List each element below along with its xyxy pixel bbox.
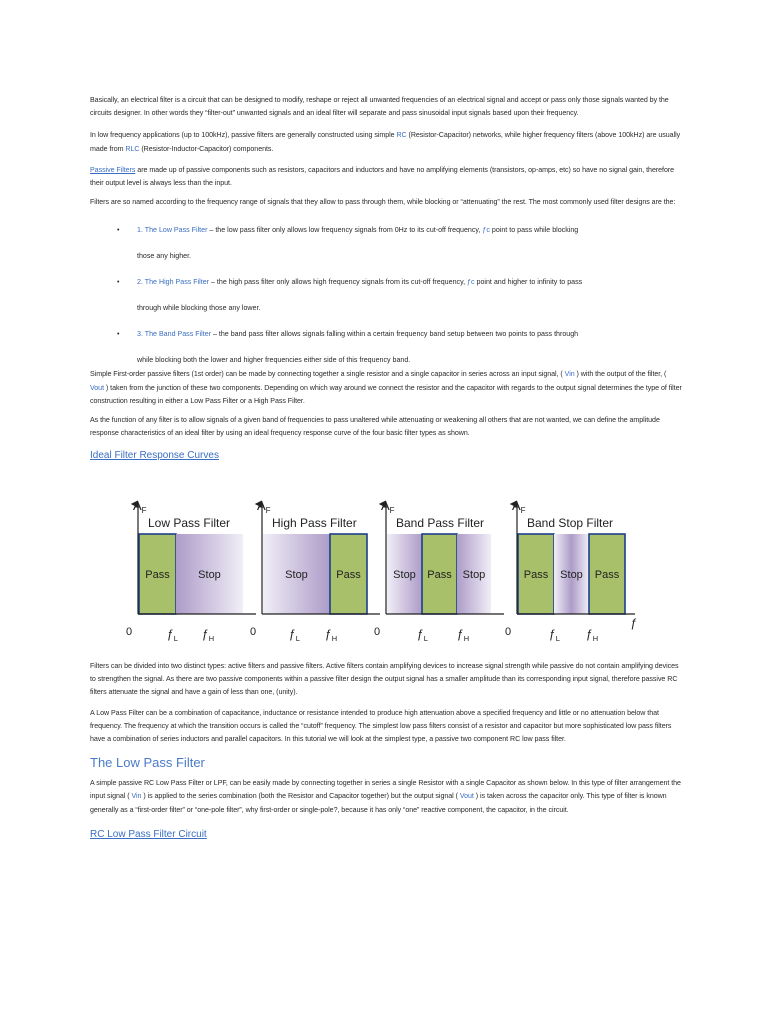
af-axis-label: $A_F$: [381, 498, 395, 515]
vin-symbol: Vin: [564, 370, 575, 379]
low-pass-filter-link[interactable]: 1. The Low Pass Filter: [137, 226, 208, 235]
stop-label: Stop: [285, 569, 308, 581]
list-item-continuation: those any higher.: [137, 252, 192, 261]
text-segment: (Resistor-Inductor-Capacitor) components.: [139, 144, 274, 153]
list-item-text: point and higher to infinity to pass: [474, 278, 583, 287]
zero-label: 0: [374, 626, 381, 638]
bullet-icon: •: [117, 226, 120, 235]
rc-low-pass-paragraph: [90, 777, 682, 817]
stop-label: Stop: [462, 569, 486, 581]
band-pass-filter-link[interactable]: 3. The Band Pass Filter: [137, 330, 211, 339]
low-pass-description-paragraph: A Low Pass Filter can be a combination of capacitance, inductance or resistance intended to produce high attenuation above a specified frequency and little or no attenuation below that frequency. The frequency at which the transition occurs is called the “cutoff” frequency. The simplest low pass filters consist of a resistor and capacitor but more sophisticated low pass filters have a combination of series inductors and parallel capacitors. In this tutorial we will look at the simplest type, a passive two component RC low pass filter.: [90, 708, 672, 744]
panel-title: Band Pass Filter: [396, 516, 485, 530]
text-segment: A simple passive RC Low Pass Filter or LPF, can be easily made by connecting together in series a single Resistor with a single Capacitor as shown below. In this type of filter arrangement the input signal (: [90, 779, 681, 801]
low-pass-filter-heading: The Low Pass Filter: [90, 755, 205, 771]
rc-link[interactable]: RC: [396, 131, 407, 140]
fh-label: $ƒ_H$: [457, 627, 470, 643]
bullet-icon: •: [117, 330, 120, 339]
list-item: [90, 217, 682, 269]
fh-label: $ƒ_H$: [586, 627, 599, 643]
fl-label: $ƒ_L$: [417, 627, 428, 643]
vin-symbol: Vin: [131, 792, 142, 801]
f-axis-label: ƒ: [630, 616, 637, 630]
panel-title: Low Pass Filter: [148, 516, 231, 530]
af-axis-label: $A_F$: [512, 498, 526, 515]
text-segment: Simple First-order passive filters (1st order) can be made by connecting together a single resistor and a single capacitor in series across an input signal, (: [90, 370, 565, 379]
list-item-continuation: through while blocking those any lower.: [137, 304, 261, 313]
text-segment: ) is taken across the capacitor only. This type of filter is known generally as a “first-order filter” or “one-pole filter”, why first-order or single-pole?, because it has only “one” reactive component, the capacitor, in the circuit.: [90, 792, 667, 814]
intro-paragraph: Basically, an electrical filter is a circuit that can be designed to modify, reshape or reject all unwanted frequencies of an electrical signal and accept or pass only those signals wanted by the circuits designer. In other words they “filter-out” unwanted signals and an ideal filter will separate and pass sinusoidal input signals based upon their frequency.: [90, 96, 669, 118]
vout-symbol: Vout: [459, 792, 474, 801]
filter-function-paragraph: As the function of any filter is to allow signals of a given band of frequencies to pass unaltered while attenuating or weakening all others that are not wanted, we can define the amplitude response characteristics of an ideal filter by using an ideal frequency response curve of the four basic filter types as shown.: [90, 416, 660, 438]
fh-label: $ƒ_H$: [202, 627, 215, 643]
document-body: [90, 94, 682, 467]
filter-type-list: [90, 217, 682, 373]
af-axis-label: $A_F$: [133, 498, 147, 515]
panel-title: Band Stop Filter: [527, 516, 614, 530]
list-item-text: – the high pass filter only allows high frequency signals from its cut-off frequency,: [209, 278, 468, 287]
list-item: [90, 321, 682, 373]
zero-label: 0: [250, 626, 257, 638]
af-axis-label: $A_F$: [257, 498, 271, 515]
fl-label: $ƒ_L$: [167, 627, 178, 643]
text-segment: ) taken from the junction of these two components. Depending on which way around we connect the resistor and the capacitor with regards to the output signal determines the type of filter construction resulting in either a Low Pass Filter or a High Pass Filter.: [90, 383, 682, 405]
pass-label: Pass: [145, 569, 170, 581]
pass-label: Pass: [523, 569, 549, 581]
ideal-filter-response-diagram: [112, 492, 652, 652]
fl-label: $ƒ_L$: [289, 627, 300, 643]
stop-label: Stop: [198, 569, 221, 581]
list-item-continuation: while blocking both the lower and higher frequencies either side of this frequency band.: [137, 356, 411, 365]
pass-label: Pass: [594, 569, 620, 581]
list-item-text: – the low pass filter only allows low frequency signals from 0Hz to its cut-off frequency,: [207, 226, 483, 235]
panel-title: High Pass Filter: [272, 516, 357, 530]
list-item: [90, 269, 682, 321]
rlc-link[interactable]: RLC: [125, 144, 140, 153]
fl-label: $ƒ_L$: [549, 627, 560, 643]
bullet-icon: •: [117, 278, 120, 287]
document-body-lower: [90, 660, 682, 840]
zero-label: 0: [126, 626, 133, 638]
fc-symbol: ƒc: [467, 278, 475, 287]
text-segment: (Resistor-Capacitor) networks, while higher frequency filters (above 100kHz) are usually made from: [90, 131, 681, 153]
stop-label: Stop: [393, 569, 416, 581]
text-segment: are made up of passive components such as resistors, capacitors and inductors and have no amplifying elements (transistors, op-amps, etc) so have no signal gain, therefore their output level is always less than the input.: [90, 165, 675, 188]
fh-label: $ƒ_H$: [325, 627, 338, 643]
pass-label: Pass: [336, 569, 361, 581]
text-segment: ) is applied to the series combination (both the Resistor and Capacitor together) but the output signal (: [141, 792, 460, 801]
frequency-applications-paragraph: [90, 129, 682, 155]
filter-names-paragraph: Filters are so named according to the frequency range of signals that they allow to pass through them, while blocking or “attenuating” the rest. The most commonly used filter designs are the:: [90, 198, 676, 207]
pass-label: Pass: [427, 569, 452, 581]
rc-circuit-heading[interactable]: RC Low Pass Filter Circuit: [90, 828, 207, 840]
zero-label: 0: [505, 626, 512, 638]
vout-symbol: Vout: [90, 383, 105, 392]
text-segment: In low frequency applications (up to 100kHz), passive filters are generally constructed using simple: [90, 131, 397, 140]
filter-types-paragraph: Filters can be divided into two distinct types: active filters and passive filters. Active filters contain amplifying devices to increase signal strength while passive do not contain amplifying devices to strengthen the signal. As there are two passive components within a passive filter design the output signal has a smaller amplitude than its corresponding input signal, therefore passive RC filters attenuate the signal and have a gain of less than one, (unity).: [90, 662, 679, 697]
first-order-paragraph: [90, 368, 682, 408]
list-item-text: – the band pass filter allows signals falling within a certain frequency band setup between two points to pass through: [211, 330, 579, 339]
passive-filters-link[interactable]: Passive Filters: [90, 165, 136, 174]
list-item-text: point to pass while blocking: [489, 226, 579, 235]
passive-filters-paragraph: [90, 164, 682, 190]
high-pass-filter-link[interactable]: 2. The High Pass Filter: [137, 278, 210, 287]
text-segment: ) with the output of the filter, (: [574, 370, 667, 379]
ideal-curves-heading[interactable]: Ideal Filter Response Curves: [90, 450, 219, 462]
fc-symbol: ƒc: [482, 226, 490, 235]
stop-label: Stop: [560, 569, 583, 581]
